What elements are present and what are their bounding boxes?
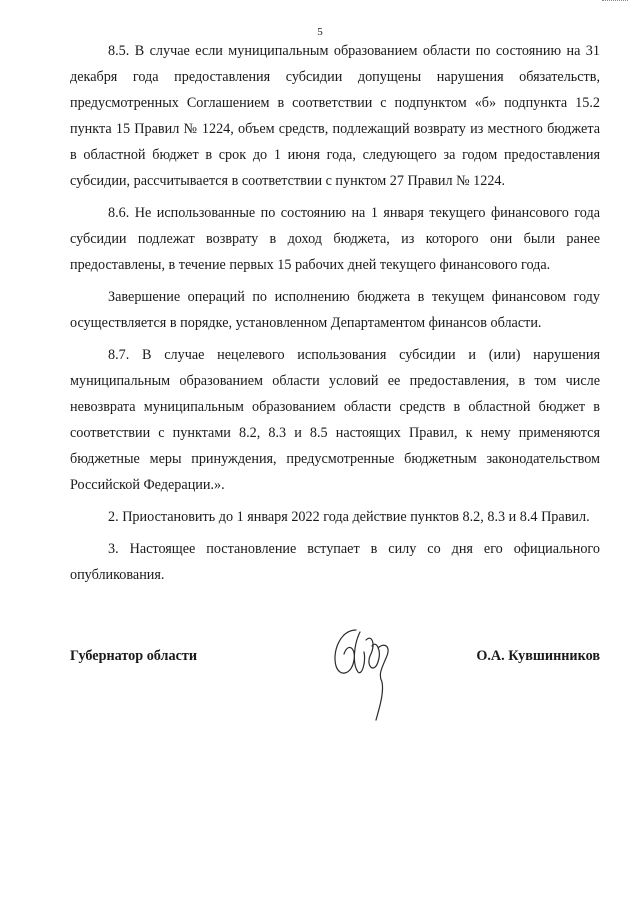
page-number: 5 bbox=[317, 26, 323, 38]
paragraph-8-6: 8.6. Не использованные по состоянию на 1 января текущего финансового года субсидии подлежат возврату в доход бюджета, из которого они были ранее предоставлены, в течение первых 15 рабочих дней текущего финансового года. bbox=[70, 205, 600, 273]
paragraph-8-5: 8.5. В случае если муниципальным образованием области по состоянию на 31 декабря года предоставления субсидии допущены нарушения обязательств, предусмотренных Соглашением в соответствии с подпунктом «б» подпункта 15.2 пункта 15 Правил № 1224, объем средств, подлежащий возврату из местного бюджета в областной бюджет в срок до 1 июня года, следующего за годом предоставления субсидии, рассчитывается в соответствии с пунктом 27 Правил № 1224. bbox=[70, 43, 600, 189]
signatory-name: О.А. Кувшинников bbox=[476, 648, 600, 664]
document-body bbox=[70, 38, 600, 588]
corner-mark bbox=[602, 0, 628, 4]
paragraph-2: 2. Приостановить до 1 января 2022 года действие пунктов 8.2, 8.3 и 8.4 Правил. bbox=[108, 509, 590, 525]
paragraph-completion: Завершение операций по исполнению бюджета в текущем финансовом году осуществляется в порядке, установленном Департаментом финансов области. bbox=[70, 289, 600, 331]
handwritten-signature bbox=[326, 622, 400, 722]
paragraph-3: 3. Настоящее постановление вступает в силу со дня его официального опубликования. bbox=[70, 541, 600, 583]
paragraph-8-7: 8.7. В случае нецелевого использования субсидии и (или) нарушения муниципальным образованием области условий ее предоставления, в том числе невозврата муниципальным образованием области средств в областной бюджет в соответствии с пунктами 8.2, 8.3 и 8.5 настоящих Правил, к нему применяются бюджетные меры принуждения, предусмотренные бюджетным законодательством Российской Федерации.». bbox=[70, 347, 600, 493]
signatory-title: Губернатор области bbox=[70, 648, 198, 664]
